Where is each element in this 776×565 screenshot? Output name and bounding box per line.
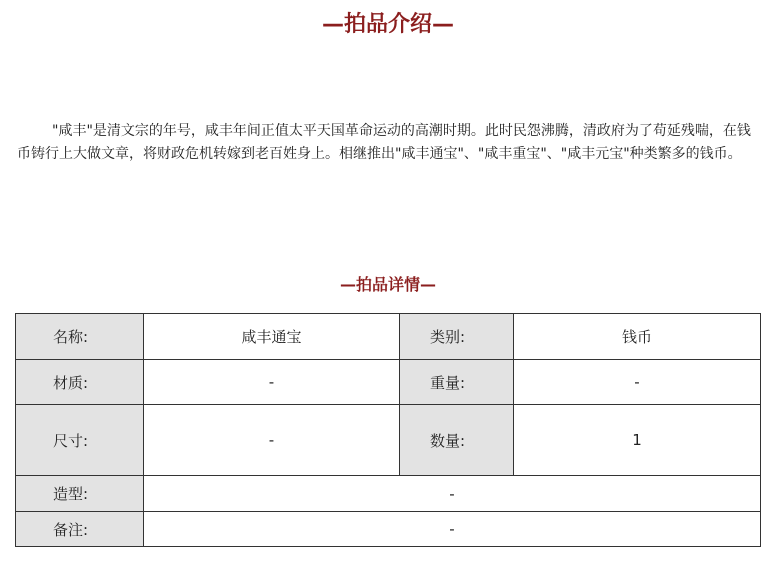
table-row xyxy=(16,512,761,547)
details-title: —拍品详情— xyxy=(339,275,436,294)
material-value: - xyxy=(144,360,400,405)
intro-text: "咸丰"是清文宗的年号，咸丰年间正值太平天国革命运动的高潮时期。此时民怨沸腾，清政府为了苟延残喘，在钱币铸行上大做文章，将财政危机转嫁到老百姓身上。相继推出"咸丰通宝"、"咸丰重宝"、"咸丰元宝"种类繁多的钱币。 xyxy=(17,123,751,162)
weight-value: - xyxy=(514,360,761,405)
table-row xyxy=(16,405,761,476)
size-label: 尺寸: xyxy=(16,405,144,476)
weight-label: 重量: xyxy=(400,360,514,405)
size-value: - xyxy=(144,405,400,476)
shape-label: 造型: xyxy=(16,476,144,512)
name-value: 咸丰通宝 xyxy=(144,314,400,360)
material-label: 材质: xyxy=(16,360,144,405)
category-value: 钱币 xyxy=(514,314,761,360)
quantity-label: 数量: xyxy=(400,405,514,476)
name-label: 名称: xyxy=(16,314,144,360)
table-row xyxy=(16,476,761,512)
details-table xyxy=(15,313,761,547)
intro-title: —拍品介绍— xyxy=(321,12,454,37)
category-label: 类别: xyxy=(400,314,514,360)
table-row xyxy=(16,360,761,405)
table-row xyxy=(16,314,761,360)
quantity-value: 1 xyxy=(514,405,761,476)
shape-value: - xyxy=(144,476,761,512)
note-value: - xyxy=(144,512,761,547)
note-label: 备注: xyxy=(16,512,144,547)
